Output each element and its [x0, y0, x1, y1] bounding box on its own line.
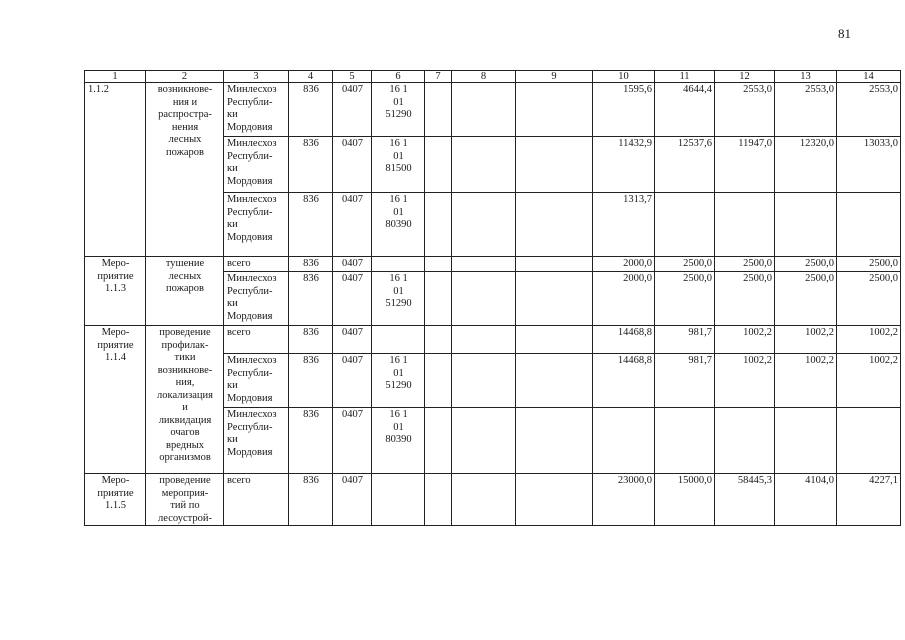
amount-col-10-cell: 14468,8	[593, 326, 655, 354]
csr-cell: 16 1 01 80390	[372, 193, 425, 257]
measure-id: Меро- приятие 1.1.4	[85, 326, 146, 474]
amount-col-14-cell: 2500,0	[837, 257, 901, 272]
amount-col-14-cell: 1002,2	[837, 326, 901, 354]
grbs-cell: 836	[289, 193, 333, 257]
amount-col-12-cell: 2500,0	[715, 257, 775, 272]
page-number: 81	[838, 26, 851, 41]
empty-col-8-cell	[452, 474, 516, 526]
empty-col-9-cell	[516, 257, 593, 272]
vr-cell	[425, 408, 452, 474]
amount-col-11-cell	[655, 193, 715, 257]
vr-cell	[425, 83, 452, 137]
amount-col-11-cell: 4644,4	[655, 83, 715, 137]
amount-col-10-cell: 2000,0	[593, 257, 655, 272]
amount-col-11-cell: 15000,0	[655, 474, 715, 526]
empty-col-9-cell	[516, 326, 593, 354]
amount-col-11-cell: 2500,0	[655, 257, 715, 272]
amount-col-10-cell: 14468,8	[593, 354, 655, 408]
amount-col-12-cell: 1002,2	[715, 354, 775, 408]
amount-col-13-cell: 1002,2	[775, 354, 837, 408]
empty-col-9-cell	[516, 408, 593, 474]
col-2-header: 2	[146, 71, 224, 83]
executor-cell: Минлесхоз Республи- ки Мордовия	[224, 137, 289, 193]
empty-col-9-cell	[516, 83, 593, 137]
amount-col-12-cell	[715, 193, 775, 257]
col-4-header: 4	[289, 71, 333, 83]
measure-name: тушение лесных пожаров	[146, 257, 224, 326]
empty-col-8-cell	[452, 137, 516, 193]
col-13-header: 13	[775, 71, 837, 83]
amount-col-10-cell: 23000,0	[593, 474, 655, 526]
measure-name: проведение профилак- тики возникнове- ния, локализация и ликвидация очагов вредных организмов	[146, 326, 224, 474]
grbs-cell: 836	[289, 83, 333, 137]
vr-cell	[425, 137, 452, 193]
amount-col-13-cell: 2500,0	[775, 257, 837, 272]
amount-col-13-cell: 4104,0	[775, 474, 837, 526]
csr-cell	[372, 257, 425, 272]
measure-id: Меро- приятие 1.1.5	[85, 474, 146, 526]
column-number-row	[85, 71, 901, 83]
rzpr-cell: 0407	[333, 83, 372, 137]
amount-col-11-cell	[655, 408, 715, 474]
col-6-header: 6	[372, 71, 425, 83]
empty-col-9-cell	[516, 193, 593, 257]
amount-col-12-cell: 58445,3	[715, 474, 775, 526]
measure-id: 1.1.2	[85, 83, 146, 257]
amount-col-13-cell: 12320,0	[775, 137, 837, 193]
amount-col-11-cell: 12537,6	[655, 137, 715, 193]
grbs-cell: 836	[289, 474, 333, 526]
amount-col-14-cell	[837, 193, 901, 257]
csr-cell: 16 1 01 51290	[372, 83, 425, 137]
rzpr-cell: 0407	[333, 257, 372, 272]
rzpr-cell: 0407	[333, 474, 372, 526]
rzpr-cell: 0407	[333, 137, 372, 193]
grbs-cell: 836	[289, 354, 333, 408]
rzpr-cell: 0407	[333, 354, 372, 408]
amount-col-10-cell: 1313,7	[593, 193, 655, 257]
grbs-cell: 836	[289, 272, 333, 326]
rzpr-cell: 0407	[333, 408, 372, 474]
empty-col-8-cell	[452, 408, 516, 474]
empty-col-9-cell	[516, 354, 593, 408]
col-7-header: 7	[425, 71, 452, 83]
csr-cell: 16 1 01 81500	[372, 137, 425, 193]
measure-name: возникнове- ния и распростра- нения лесных пожаров	[146, 83, 224, 257]
rzpr-cell: 0407	[333, 272, 372, 326]
amount-col-12-cell: 2500,0	[715, 272, 775, 326]
col-8-header: 8	[452, 71, 516, 83]
table-row	[85, 474, 901, 526]
amount-col-14-cell: 1002,2	[837, 354, 901, 408]
amount-col-10-cell: 1595,6	[593, 83, 655, 137]
csr-cell	[372, 326, 425, 354]
empty-col-9-cell	[516, 137, 593, 193]
grbs-cell: 836	[289, 137, 333, 193]
empty-col-8-cell	[452, 354, 516, 408]
executor-cell: Минлесхоз Республи- ки Мордовия	[224, 193, 289, 257]
amount-col-14-cell: 13033,0	[837, 137, 901, 193]
col-5-header: 5	[333, 71, 372, 83]
executor-cell: Минлесхоз Республи- ки Мордовия	[224, 354, 289, 408]
csr-cell: 16 1 01 51290	[372, 354, 425, 408]
amount-col-13-cell: 2500,0	[775, 272, 837, 326]
col-14-header: 14	[837, 71, 901, 83]
executor-cell: Минлесхоз Республи- ки Мордовия	[224, 83, 289, 137]
col-11-header: 11	[655, 71, 715, 83]
amount-col-12-cell: 2553,0	[715, 83, 775, 137]
measure-name: проведение мероприя- тий по лесоустрой-	[146, 474, 224, 526]
executor-cell: всего	[224, 326, 289, 354]
amount-col-10-cell: 2000,0	[593, 272, 655, 326]
vr-cell	[425, 354, 452, 408]
col-12-header: 12	[715, 71, 775, 83]
amount-col-14-cell: 2553,0	[837, 83, 901, 137]
vr-cell	[425, 193, 452, 257]
amount-col-10-cell: 11432,9	[593, 137, 655, 193]
amount-col-11-cell: 981,7	[655, 354, 715, 408]
amount-col-13-cell: 2553,0	[775, 83, 837, 137]
col-1-header: 1	[85, 71, 146, 83]
empty-col-8-cell	[452, 326, 516, 354]
table-body	[85, 83, 901, 526]
empty-col-8-cell	[452, 272, 516, 326]
rzpr-cell: 0407	[333, 326, 372, 354]
grbs-cell: 836	[289, 257, 333, 272]
empty-col-8-cell	[452, 257, 516, 272]
grbs-cell: 836	[289, 408, 333, 474]
executor-cell: всего	[224, 474, 289, 526]
empty-col-8-cell	[452, 193, 516, 257]
csr-cell	[372, 474, 425, 526]
amount-col-11-cell: 2500,0	[655, 272, 715, 326]
measure-id: Меро- приятие 1.1.3	[85, 257, 146, 326]
table-row	[85, 326, 901, 354]
empty-col-9-cell	[516, 272, 593, 326]
empty-col-9-cell	[516, 474, 593, 526]
amount-col-13-cell: 1002,2	[775, 326, 837, 354]
amount-col-13-cell	[775, 408, 837, 474]
amount-col-14-cell: 4227,1	[837, 474, 901, 526]
csr-cell: 16 1 01 80390	[372, 408, 425, 474]
vr-cell	[425, 474, 452, 526]
rzpr-cell: 0407	[333, 193, 372, 257]
amount-col-12-cell	[715, 408, 775, 474]
amount-col-14-cell: 2500,0	[837, 272, 901, 326]
executor-cell: всего	[224, 257, 289, 272]
amount-col-10-cell	[593, 408, 655, 474]
table-row	[85, 257, 901, 272]
amount-col-13-cell	[775, 193, 837, 257]
executor-cell: Минлесхоз Республи- ки Мордовия	[224, 272, 289, 326]
col-9-header: 9	[516, 71, 593, 83]
col-10-header: 10	[593, 71, 655, 83]
amount-col-11-cell: 981,7	[655, 326, 715, 354]
grbs-cell: 836	[289, 326, 333, 354]
vr-cell	[425, 326, 452, 354]
amount-col-14-cell	[837, 408, 901, 474]
executor-cell: Минлесхоз Республи- ки Мордовия	[224, 408, 289, 474]
vr-cell	[425, 272, 452, 326]
amount-col-12-cell: 11947,0	[715, 137, 775, 193]
col-3-header: 3	[224, 71, 289, 83]
budget-table	[84, 70, 901, 526]
table-row	[85, 83, 901, 137]
vr-cell	[425, 257, 452, 272]
amount-col-12-cell: 1002,2	[715, 326, 775, 354]
csr-cell: 16 1 01 51290	[372, 272, 425, 326]
empty-col-8-cell	[452, 83, 516, 137]
